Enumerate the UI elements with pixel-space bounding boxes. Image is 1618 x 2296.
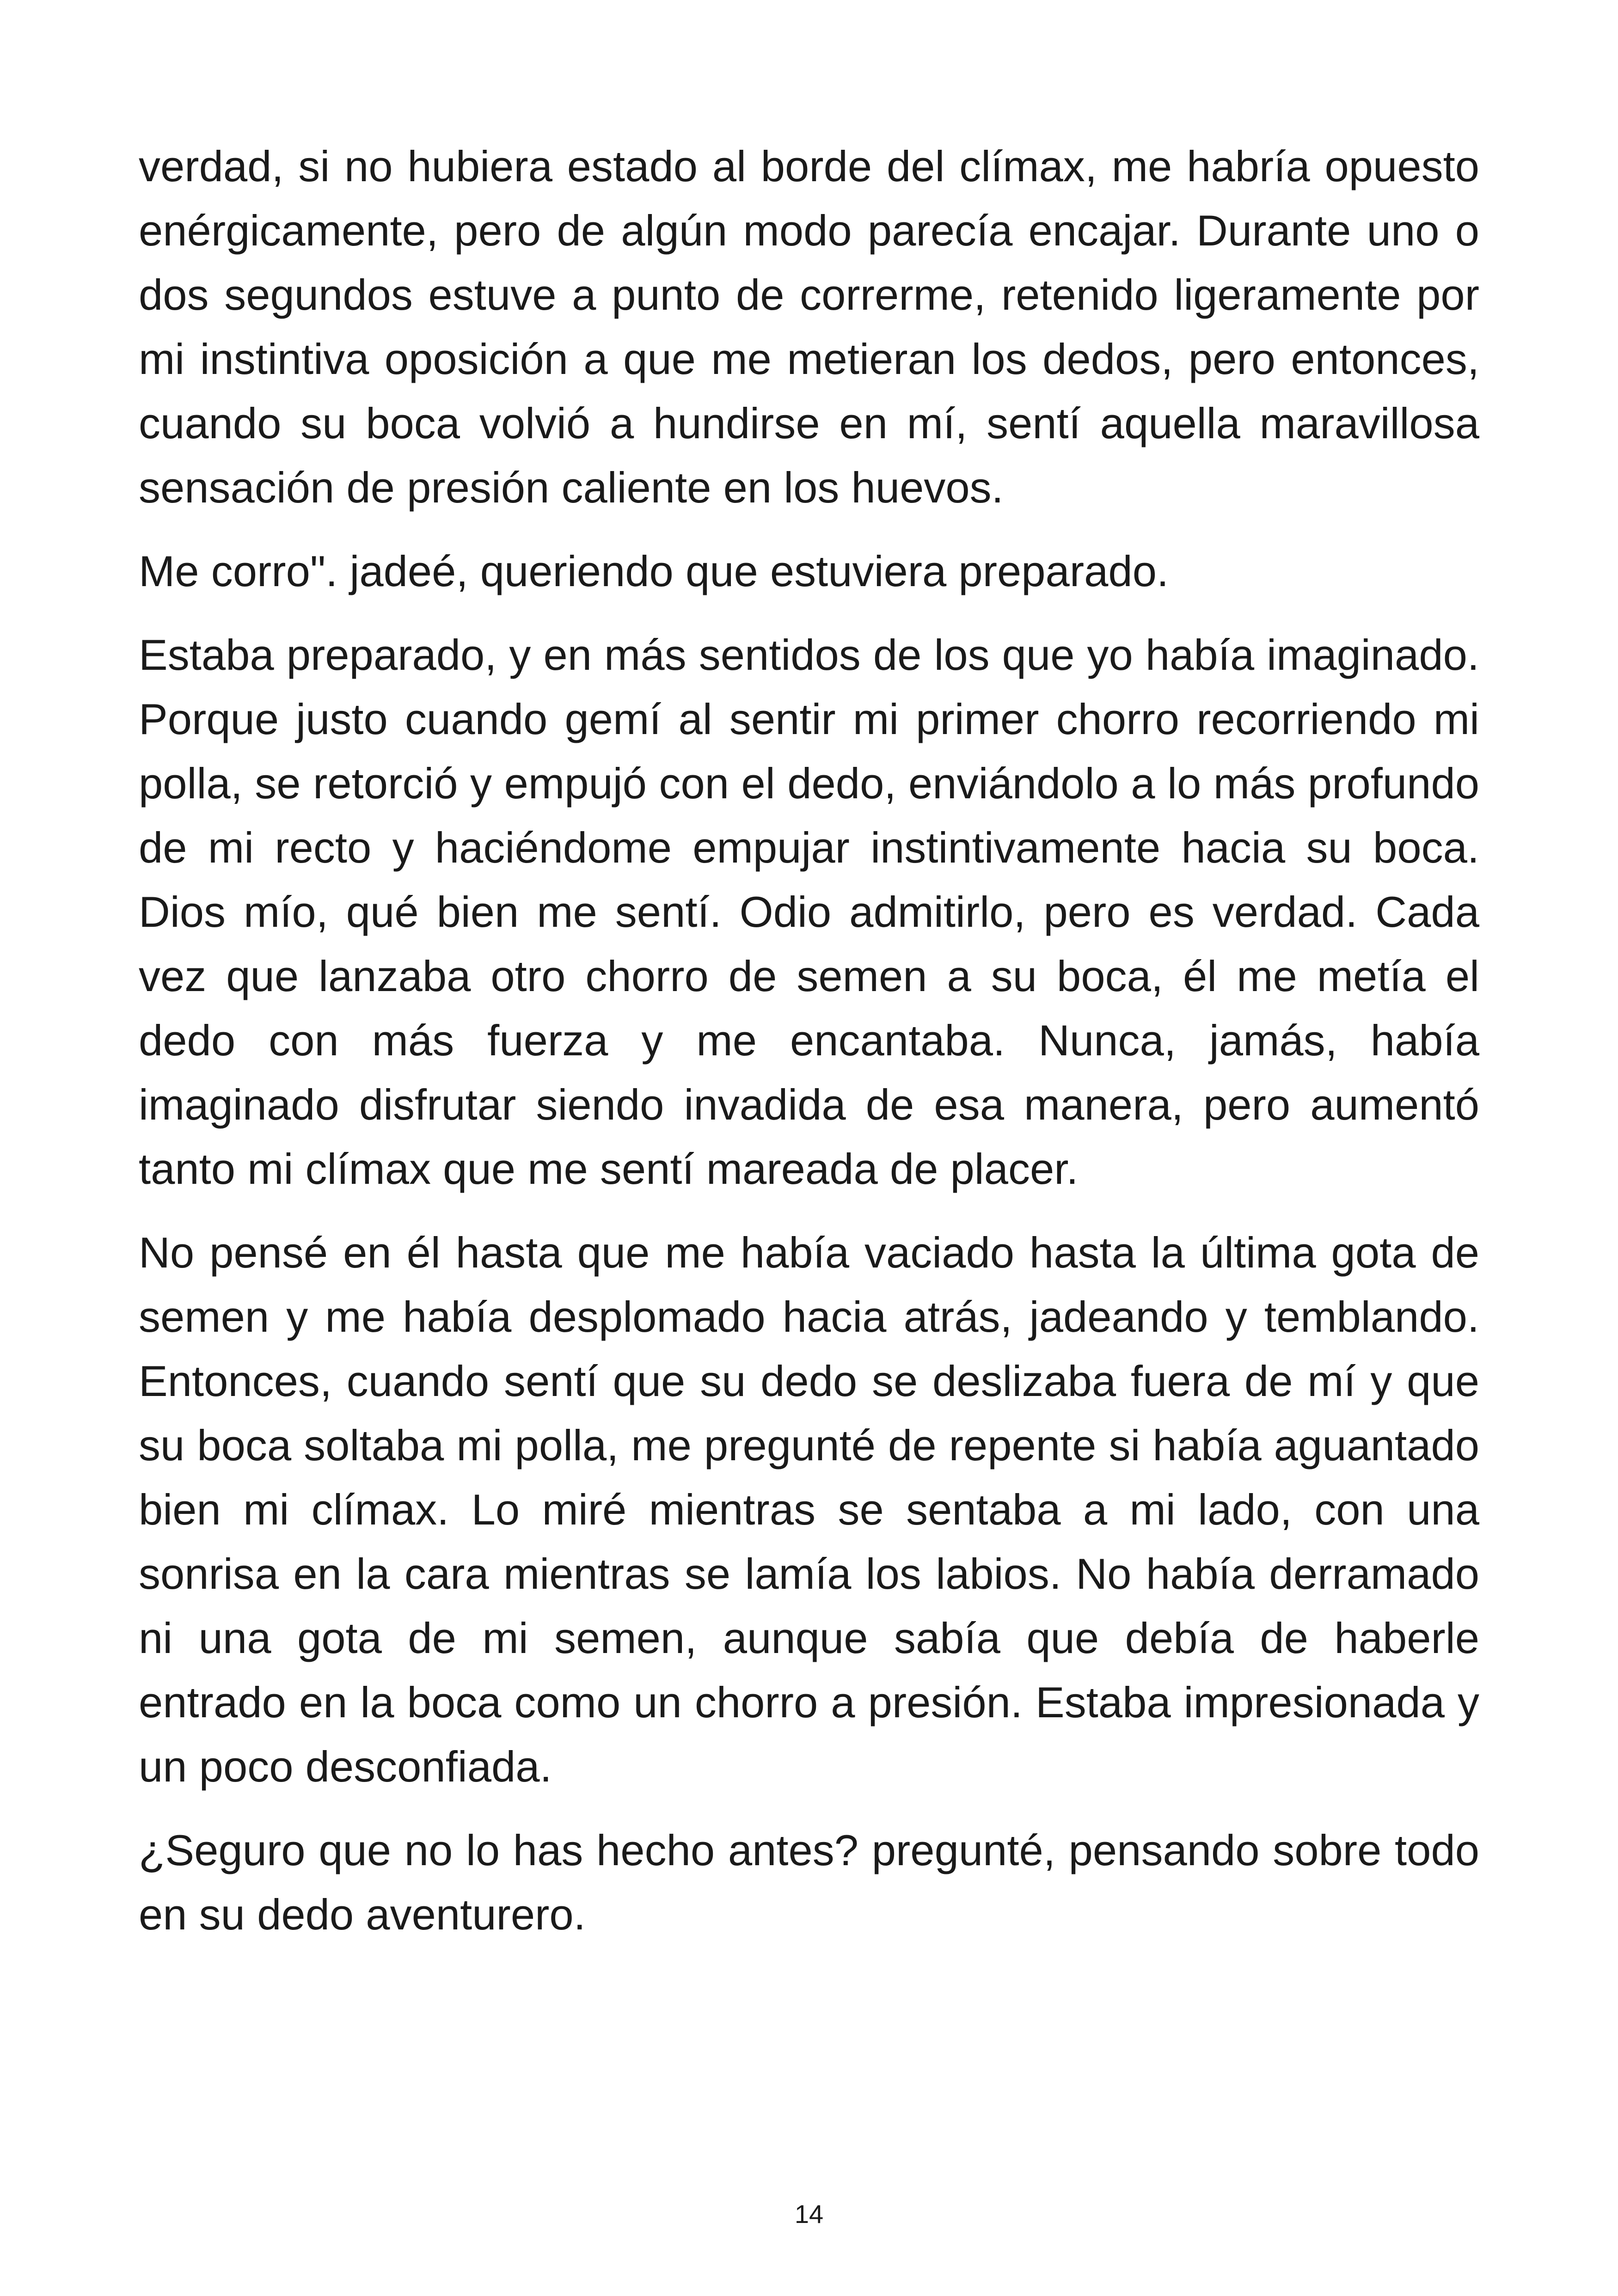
paragraph-2: Me corro". jadeé, queriendo que estuviera preparado. — [139, 547, 1169, 595]
page-number: 14 — [794, 2199, 824, 2229]
body-text — [139, 134, 1479, 1966]
paragraph-1: verdad, si no hubiera estado al borde del clímax, me habría opuesto enérgicamente, pero de algún modo parecía encajar. Durante uno o dos segundos estuve a punto de correrme, retenido ligeramente por mi instintiva oposición a que me metieran los dedos, pero entonces, cuando su boca volvió a hundirse en mí, sentí aquella maravillosa sensación de presión caliente en los huevos. — [139, 142, 1479, 512]
paragraph-3: Estaba preparado, y en más sentidos de los que yo había imaginado. Porque justo cuando gemí al sentir mi primer chorro recorriendo mi polla, se retorció y empujó con el dedo, enviándolo a lo más profundo de mi recto y haciéndome empujar instintivamente hacia su boca. Dios mío, qué bien me sentí. Odio admitirlo, pero es verdad. Cada vez que lanzaba otro chorro de semen a su boca, él me metía el dedo con más fuerza y me encantaba. Nunca, jamás, había imaginado disfrutar siendo invadida de esa manera, pero aumentó tanto mi clímax que me sentí mareada de placer. — [139, 631, 1479, 1193]
paragraph-5: ¿Seguro que no lo has hecho antes? pregunté, pensando sobre todo en su dedo aventurero. — [139, 1826, 1479, 1939]
paragraph-4: No pensé en él hasta que me había vaciado hasta la última gota de semen y me había desplomado hacia atrás, jadeando y temblando. Entonces, cuando sentí que su dedo se deslizaba fuera de mí y que su boca soltaba mi polla, me pregunté de repente si había aguantado bien mi clímax. Lo miré mientras se sentaba a mi lado, con una sonrisa en la cara mientras se lamía los labios. No había derramado ni una gota de mi semen, aunque sabía que debía de haberle entrado en la boca como un chorro a presión. Estaba impresionada y un poco desconfiada. — [139, 1228, 1479, 1791]
